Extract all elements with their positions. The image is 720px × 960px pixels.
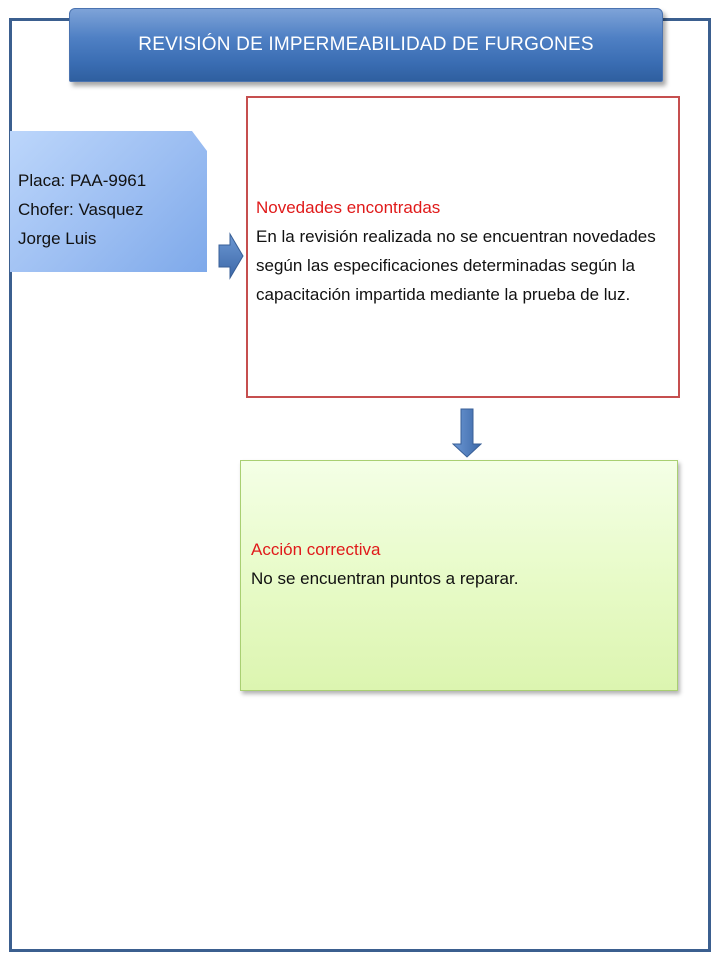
down-arrow-icon (452, 408, 482, 458)
right-arrow-icon (218, 232, 244, 280)
title-banner (69, 8, 663, 82)
driver-name-continued: Jorge Luis (18, 229, 97, 248)
findings-text (256, 193, 676, 309)
corrective-action-body: No se encuentran puntos a reparar. (251, 569, 519, 588)
driver-label: Chofer: Vasquez (18, 200, 144, 219)
corrective-action-heading: Acción correctiva (251, 540, 381, 559)
findings-body: En la revisión realizada no se encuentran novedades según las especificaciones determinadas según la capacitación impartida mediante la prueba de luz. (256, 227, 656, 304)
corrective-action-text (251, 535, 671, 593)
plate-label: Placa: PAA-9961 (18, 171, 147, 190)
findings-heading: Novedades encontradas (256, 198, 441, 217)
page-title: REVISIÓN DE IMPERMEABILIDAD DE FURGONES (138, 34, 594, 55)
vehicle-info-text (18, 166, 198, 253)
